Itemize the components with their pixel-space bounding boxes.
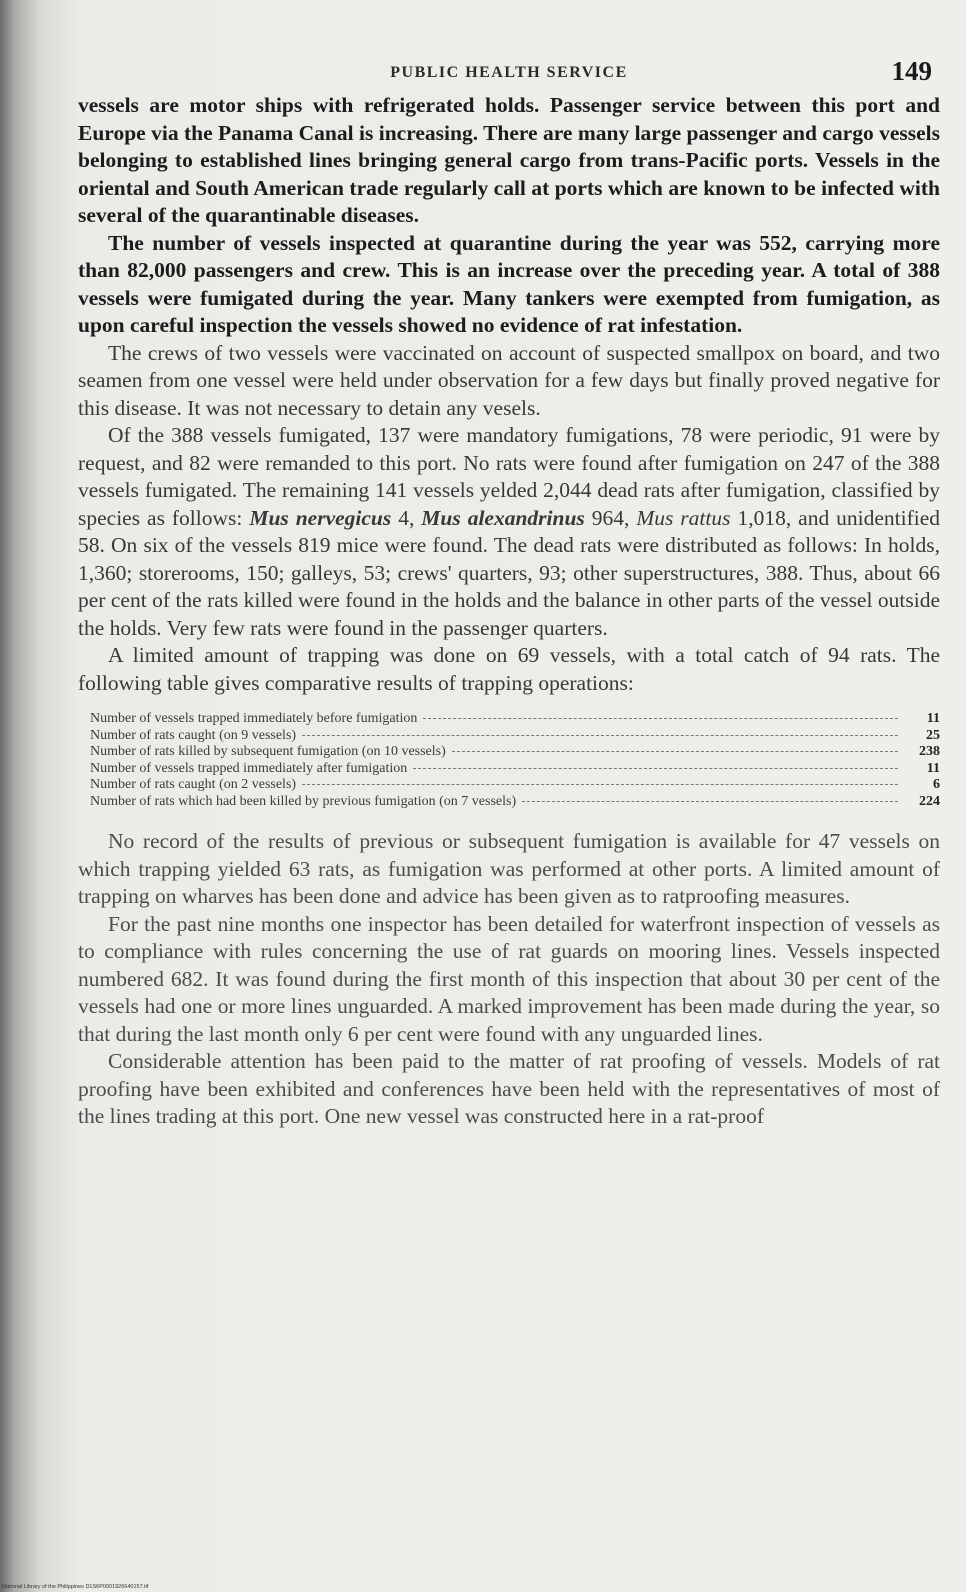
paragraph-fumigation: [78, 422, 940, 642]
table-row-label: Number of rats caught (on 9 vessels): [90, 727, 297, 743]
table-row: [90, 711, 940, 728]
table-row-value: 11: [926, 760, 940, 776]
table-row-label: Number of rats which had been killed by previous fumigation (on 7 vessels): [90, 793, 517, 809]
page-number: 149: [891, 56, 932, 86]
dot-leader: [302, 784, 898, 785]
paragraph-crews: The crews of two vessels were vaccinated on account of suspected smallpox on board, and two seamen from one vessel were held under observation for a few days but finally proved negative for this disease. It was not necessary to detain any vesels.: [78, 340, 940, 420]
table-row-value: 25: [926, 727, 940, 743]
fumigation-text-a: Of the 388 vessels fumigated, 137 were mandatory fumigations, 78 were periodic, 91 were by request, and 82 were remanded to this port. No rats were found after fumigation on 247 of the 388 vessels fumigated. The remaining 141 vessels yelded 2,044 dead rats after fumigation, classified by species as follows:: [78, 423, 940, 530]
fumigation-text-d: 1,018, and unidentified 58. On six of the vessels 819 mice were found. The dead rats were distributed as follows: In holds, 1,360; storerooms, 150; galleys, 53; crews' quarters, 93; other superstructures, 388. Thus, about 66 per cent of the rats killed were found in the holds and the balance in other parts of the vessel outside the holds. Very few rats were found in the passenger quarters.: [78, 505, 941, 640]
paragraph-vessels: vessels are motor ships with refrigerated holds. Passenger service between this port and Europe via the Panama Canal is increasing. There are many large passenger and cargo vessels belonging to established lines bringing general cargo from trans-Pacific ports. Vessels in the oriental and South American trade regularly call at ports which are known to be infected with several of the quarantinable diseases.: [78, 93, 940, 227]
dot-leader: [302, 735, 898, 736]
table-row-value: 238: [919, 744, 940, 759]
species-mus-nervegicus: Mus nervegicus: [249, 505, 392, 530]
table-row: [90, 744, 940, 761]
paragraph-trapping-intro: A limited amount of trapping was done on 69 vessels, with a total catch of 94 rats. The following table gives comparative results of trapping operations:: [78, 643, 940, 695]
table-row-value: 224: [919, 793, 940, 809]
scan-credit: National Library of the Philippines D1S6P0001926640157.tif: [2, 1584, 149, 1590]
paragraph-no-record: No record of the results of previous or subsequent fumigation is available for 47 vessels on which trapping yielded 63 rats, as fumigation was performed at other ports. A limited amount of trapping on wharves has been done and advice has been given as to ratproofing measures.: [78, 829, 940, 908]
fumigation-text-b: 4,: [391, 505, 422, 530]
table-row-label: Number of vessels trapped immediately after fumigation: [90, 760, 408, 776]
dot-leader: [423, 718, 898, 719]
dot-leader: [413, 768, 898, 769]
table-row: [90, 728, 940, 745]
table-row-value: 6: [933, 777, 940, 792]
table-row-label: Number of rats killed by subsequent fumigation (on 10 vessels): [90, 744, 446, 759]
dot-leader: [522, 801, 898, 802]
species-mus-rattus: Mus rattus: [636, 505, 731, 530]
paragraph-rat-proofing: Considerable attention has been paid to the matter of rat proofing of vessels. Models of rat proofing have been exhibited and conferences have been held with the representatives of most of the lines trading at this port. One new vessel was constructed here in a rat-proof: [78, 1049, 940, 1128]
dot-leader: [452, 751, 898, 752]
table-row: [90, 777, 940, 794]
fumigation-text-c: 964,: [584, 505, 637, 530]
page-content: [78, 52, 940, 1131]
species-mus-alexandrinus: Mus alexandrinus: [421, 505, 585, 530]
running-head: PUBLIC HEALTH SERVICE: [390, 64, 628, 81]
table-row-label: Number of vessels trapped immediately before fumigation: [90, 711, 418, 726]
table-row-value: 11: [926, 711, 940, 726]
table-row: [90, 794, 940, 811]
paragraph-waterfront-inspection: For the past nine months one inspector has been detailed for waterfront inspection of vessels as to compliance with rules concerning the use of rat guards on mooring lines. Vessels inspected numbered 682. It was found during the first month of this inspection that about 30 per cent of the vessels had one or more lines unguarded. A marked improvement has been made during the year, so that during the last month only 6 per cent were found with any unguarded lines.: [78, 911, 940, 1046]
table-row-label: Number of rats caught (on 2 vessels): [90, 777, 297, 792]
trapping-table: [90, 711, 940, 810]
paragraph-inspections: The number of vessels inspected at quarantine during the year was 552, carrying more than 82,000 passengers and crew. This is an increase over the preceding year. A total of 388 vessels were fumigated during the year. Many tankers were exempted from fumigation, as upon careful inspection the vessels showed no evidence of rat infestation.: [78, 230, 940, 337]
table-row: [90, 761, 940, 778]
page-header: [78, 52, 940, 92]
